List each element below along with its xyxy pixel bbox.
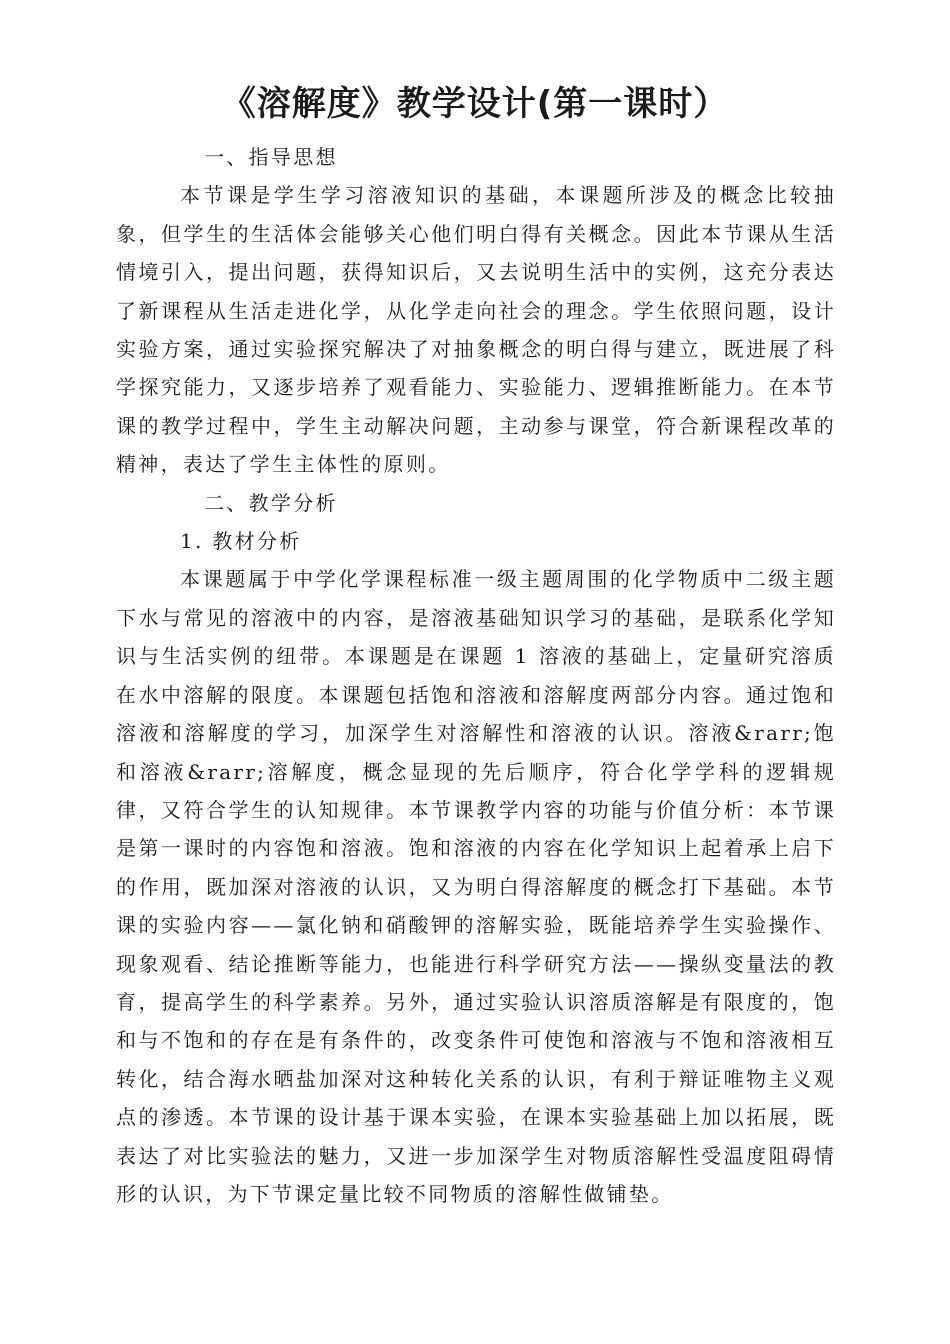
guiding-idea-paragraph: 本节课是学生学习溶液知识的基础，本课题所涉及的概念比较抽象，但学生的生活体会能够关心他们明白得有关概念。因此本节课从生活情境引入，提出问题，获得知识后，又去说明生活中的实例，这充分表达了新课程从生活走进化学，从化学走向社会的理念。学生依照问题，设计实验方案，通过实验探究解决了对抽象概念的明白得与建立，既进展了科学探究能力，又逐步培养了观看能力、实验能力、逻辑推断能力。在本节课的教学过程中，学生主动解决问题，主动参与课堂，符合新课程改革的精神，表达了学生主体性的原则。: [116, 183, 836, 477]
textbook-analysis-paragraph: 本课题属于中学化学课程标准一级主题周围的化学物质中二级主题下水与常见的溶液中的内容，是溶液基础知识学习的基础，是联系化学知识与生活实例的纽带。本课题是在课题 1 溶液的基础上，定量研究溶质在水中溶解的限度。本课题包括饱和溶液和溶解度两部分内容。通过饱和溶液和溶解度的学习，加深学生对溶解性和溶液的认识。溶液&rarr;饱和溶液&rarr;溶解度，概念显现的先后顺序，符合化学学科的逻辑规律，又符合学生的认知规律。本节课教学内容的功能与价值分析：本节课是第一课时的内容饱和溶液。饱和溶液的内容在化学知识上起着承上启下的作用，既加深对溶液的认识，又为明白得溶解度的概念打下基础。本节课的实验内容——氯化钠和硝酸钾的溶解实验，既能培养学生实验操作、现象观看、结论推断等能力，也能进行科学研究方法——操纵变量法的教育，提高学生的科学素养。另外，通过实验认识溶质溶解是有限度的，饱和与不饱和的存在是有条件的，改变条件可使饱和溶液与不饱和溶液相互转化，结合海水晒盐加深对这种转化关系的认识，有利于辩证唯物主义观点的渗透。本节课的设计基于课本实验，在课本实验基础上加以拓展，既表达了对比实验法的魅力，又进一步加深学生对物质溶解性受温度阻碍情形的认识，为下节课定量比较不同物质的溶解性做铺垫。: [116, 567, 836, 1206]
section-heading-teaching-analysis: 二、教学分析: [204, 490, 338, 515]
document-title: 《溶解度》教学设计(第一课时）: [221, 84, 729, 124]
section-heading-guiding-idea: 一、指导思想: [204, 145, 338, 169]
document-body: [116, 138, 836, 1213]
subsection-heading-textbook-analysis: 1. 教材分析: [180, 529, 302, 554]
